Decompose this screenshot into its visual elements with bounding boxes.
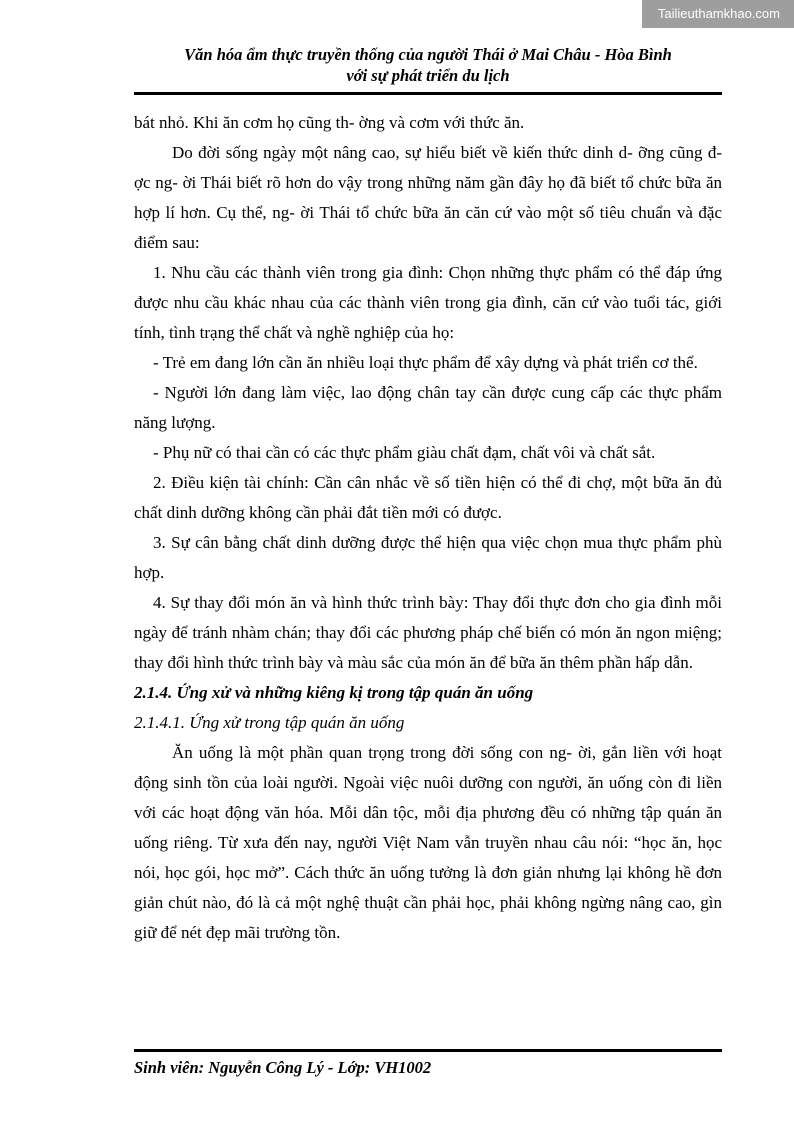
paragraph-intro: Do đời sống ngày một nâng cao, sự hiểu biết về kiến thức dinh d- ỡng cũng đ- ợc ng- ời Thái biết rõ hơn do vậy trong những năm gần đây họ đã biết tổ chức bữa ăn hợp lí hơn. Cụ thể, ng- ời Thái tổ chức bữa ăn căn cứ vào một số tiêu chuẩn và đặc điểm sau: xyxy=(134,143,722,252)
paragraph-continuation: bát nhỏ. Khi ăn cơm họ cũng th- ờng và cơm với thức ăn. xyxy=(134,113,525,132)
paragraph-criterion-1: 1. Nhu cầu các thành viên trong gia đình: Chọn những thực phẩm có thể đáp ứng được nhu cầu khác nhau của các thành viên trong gia đình, căn cứ vào tuổi tác, giới tính, tình trạng thể chất và nghề nghiệp của họ: xyxy=(134,263,722,342)
page-footer xyxy=(134,1058,431,1078)
header-title-line1: Văn hóa ẩm thực truyền thống của người Thái ở Mai Châu - Hòa Bình xyxy=(184,45,672,64)
list-item-adults: - Người lớn đang làm việc, lao động chân tay cần được cung cấp các thực phẩm năng lượng. xyxy=(134,383,722,432)
header-title-line2: với sự phát triển du lịch xyxy=(346,66,510,85)
paragraph-criterion-3: 3. Sự cân bằng chất dinh dưỡng được thể hiện qua việc chọn mua thực phẩm phù hợp. xyxy=(134,533,722,582)
watermark: Tailieuthamkhao.com xyxy=(642,0,794,28)
list-item-children: - Trẻ em đang lớn cần ăn nhiều loại thực phẩm để xây dựng và phát triển cơ thể. xyxy=(153,353,698,372)
subsection-heading: 2.1.4.1. Ứng xử trong tập quán ăn uống xyxy=(134,713,405,732)
content-area xyxy=(134,0,722,948)
paragraph-eating-culture: Ăn uống là một phần quan trọng trong đời sống con ng- ời, gắn liền với hoạt động sinh tồn của loài người. Ngoài việc nuôi dưỡng con người, ăn uống còn đi liền với các hoạt động văn hóa. Mỗi dân tộc, mỗi địa phương đều có những tập quán ăn uống riêng. Từ xưa đến nay, người Việt Nam vẫn truyền nhau câu nói: “học ăn, học nói, học gói, học mở”. Cách thức ăn uống tưởng là đơn giản nhưng lại không hề đơn giản chút nào, đó là cả một nghệ thuật cần phải học, phải không ngừng nâng cao, gìn giữ để nét đẹp mãi trường tồn. xyxy=(134,743,722,942)
list-item-pregnant-women: - Phụ nữ có thai cần có các thực phẩm giàu chất đạm, chất vôi và chất sắt. xyxy=(153,443,656,462)
paragraph-criterion-2: 2. Điều kiện tài chính: Cần cân nhắc về số tiền hiện có thể đi chợ, một bữa ăn đủ chất dinh dưỡng không cần phải đắt tiền mới có được. xyxy=(134,473,722,522)
footer-text: Sinh viên: Nguyễn Công Lý - Lớp: VH1002 xyxy=(134,1058,432,1077)
document-body xyxy=(134,95,722,948)
section-heading: 2.1.4. Ứng xử và những kiêng kị trong tập quán ăn uống xyxy=(134,683,534,702)
paragraph-criterion-4: 4. Sự thay đổi món ăn và hình thức trình bày: Thay đổi thực đơn cho gia đình mỗi ngày để tránh nhàm chán; thay đổi các phương pháp chế biến có món ăn ngon miệng; thay đổi hình thức trình bày và màu sắc của món ăn để bữa ăn thêm phần hấp dẫn. xyxy=(134,593,722,672)
page-header xyxy=(134,0,722,86)
footer-divider xyxy=(134,1049,722,1052)
